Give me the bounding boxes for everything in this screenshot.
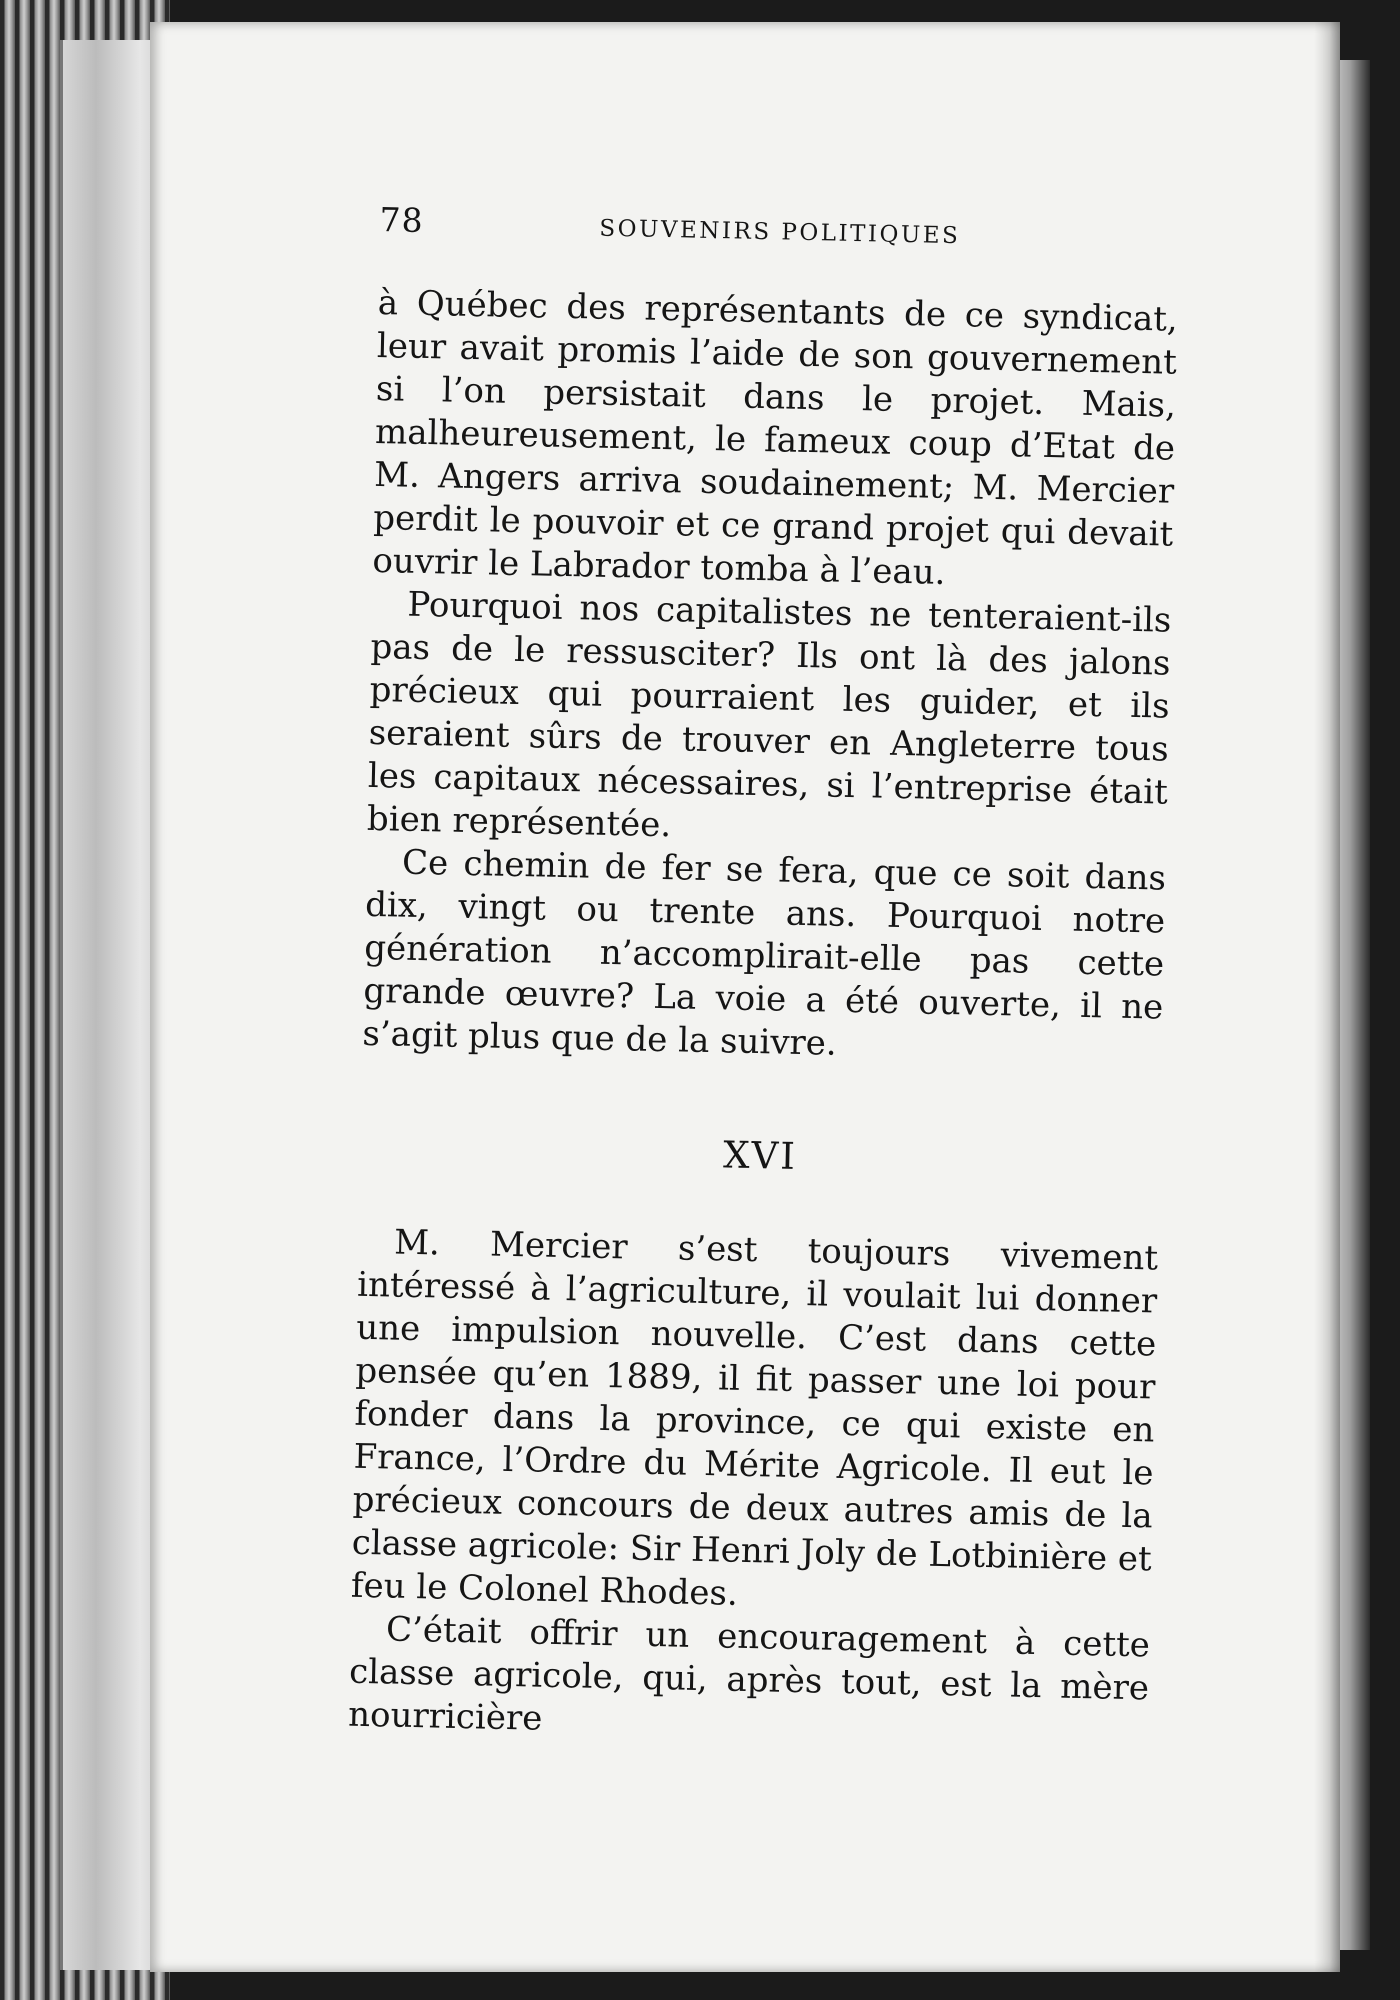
page-text-block (348, 200, 1180, 1753)
paragraph-encouragement: C’était offrir un encouragement à cette classe agricole, qui, après tout, est la mère nourricière (347, 1609, 1151, 1739)
page-number: 78 (379, 200, 424, 240)
paragraph-capitalists: Pourquoi nos capitalistes ne tenteraient-ils pas de le ressusciter? Ils ont là des jalons précieux qui pourraient les guider, et ils seraient sûrs de trouver en Angleterre tous les capitaux nécessaires, si l’entreprise était bien représentée. (366, 584, 1172, 846)
paragraph-continuation: à Québec des représentants de ce syndicat, leur avait promis l’aide de son gouvernement si l’on persistait dans le projet. Mais, malheureusement, le fameux coup d’Etat de M. Angers arriva soudainement; M. Mercier perdit le pouvoir et ce grand projet qui devait ouvrir le Labrador tomba à l’eau. (372, 282, 1179, 593)
running-head: SOUVENIRS POLITIQUES (599, 215, 961, 250)
paragraph-agriculture: M. Mercier s’est toujours vivement intéressé à l’agriculture, il voulait lui donner une impulsion nouvelle. C’est dans cette pensée qu’en 1889, il fit passer une loi pour fonder dans la province, ce qui existe en France, l’Ordre du Mérite Agricole. Il eut le précieux concours de deux autres amis de la classe agricole: Sir Henri Joly de Lotbinière et feu le Colonel Rhodes. (350, 1222, 1159, 1614)
paragraph-railway: Ce chemin de fer se fera, que ce soit dans dix, vingt ou trente ans. Pourquoi notre génération n’accomplirait-elle pas cette grande œuvre? La voie a été ouverte, il ne s’agit plus que de la suivre. (362, 842, 1167, 1064)
chapter-heading: XVI (722, 1133, 798, 1178)
